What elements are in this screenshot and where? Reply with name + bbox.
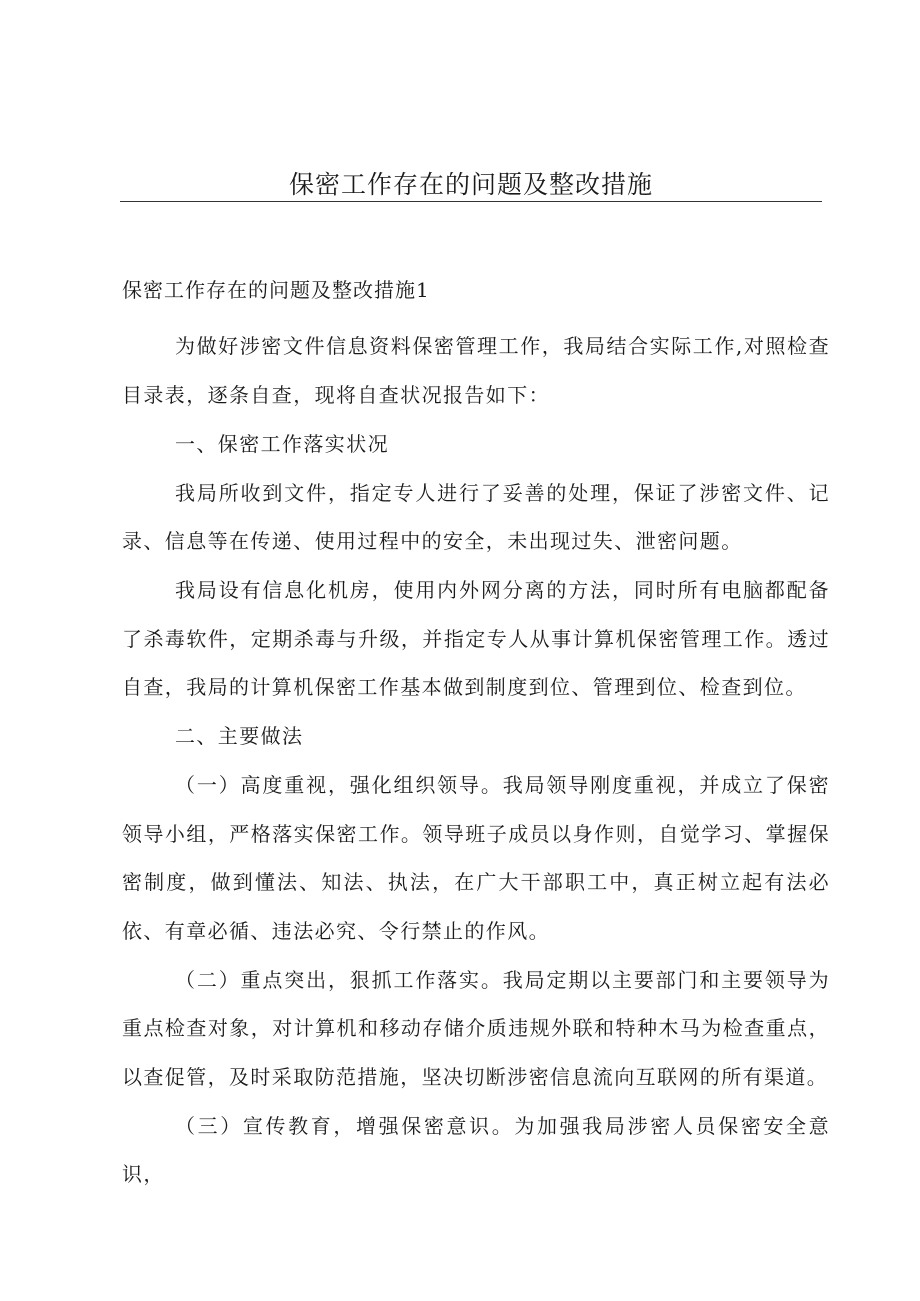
section-heading: 保密工作存在的问题及整改措施1 <box>122 278 430 302</box>
document-body <box>122 322 830 1199</box>
paragraph-intro: 为做好涉密文件信息资料保密管理工作，我局结合实际工作,对照检查目录表，逐条自查，现将自查状况报告如下： <box>122 334 830 407</box>
paragraph-practice-2: （二）重点突出，狠抓工作落实。我局定期以主要部门和主要领导为重点检查对象，对计算机和移动存储介质违规外联和特种木马为检查重点，以查促管，及时采取防范措施，坚决切断涉密信息流向互联网的所有渠道。 <box>122 967 830 1089</box>
subheading-main-practices: 二、主要做法 <box>175 724 304 748</box>
title-underline <box>120 201 822 202</box>
paragraph-computer-room: 我局设有信息化机房，使用内外网分离的方法，同时所有电脑都配备了杀毒软件，定期杀毒与升级，并指定专人从事计算机保密管理工作。透过自查，我局的计算机保密工作基本做到制度到位、管理到位、检查到位。 <box>122 578 830 699</box>
paragraph-practice-1: （一）高度重视，强化组织领导。我局领导刚度重视，并成立了保密领导小组，严格落实保密工作。领导班子成员以身作则，自觉学习、掌握保密制度，做到懂法、知法、执法，在广大干部职工中，真正树立起有法必依、有章必循、违法必究、令行禁止的作风。 <box>122 773 830 943</box>
paragraph-document-handling: 我局所收到文件，指定专人进行了妥善的处理，保证了涉密文件、记录、信息等在传递、使用过程中的安全，未出现过失、泄密问题。 <box>122 480 830 553</box>
document-title: 保密工作存在的问题及整改措施 <box>288 170 653 199</box>
paragraph-practice-3: （三）宣传教育，增强保密意识。为加强我局涉密人员保密安全意识， <box>122 1113 830 1186</box>
subheading-implementation-status: 一、保密工作落实状况 <box>175 431 389 456</box>
